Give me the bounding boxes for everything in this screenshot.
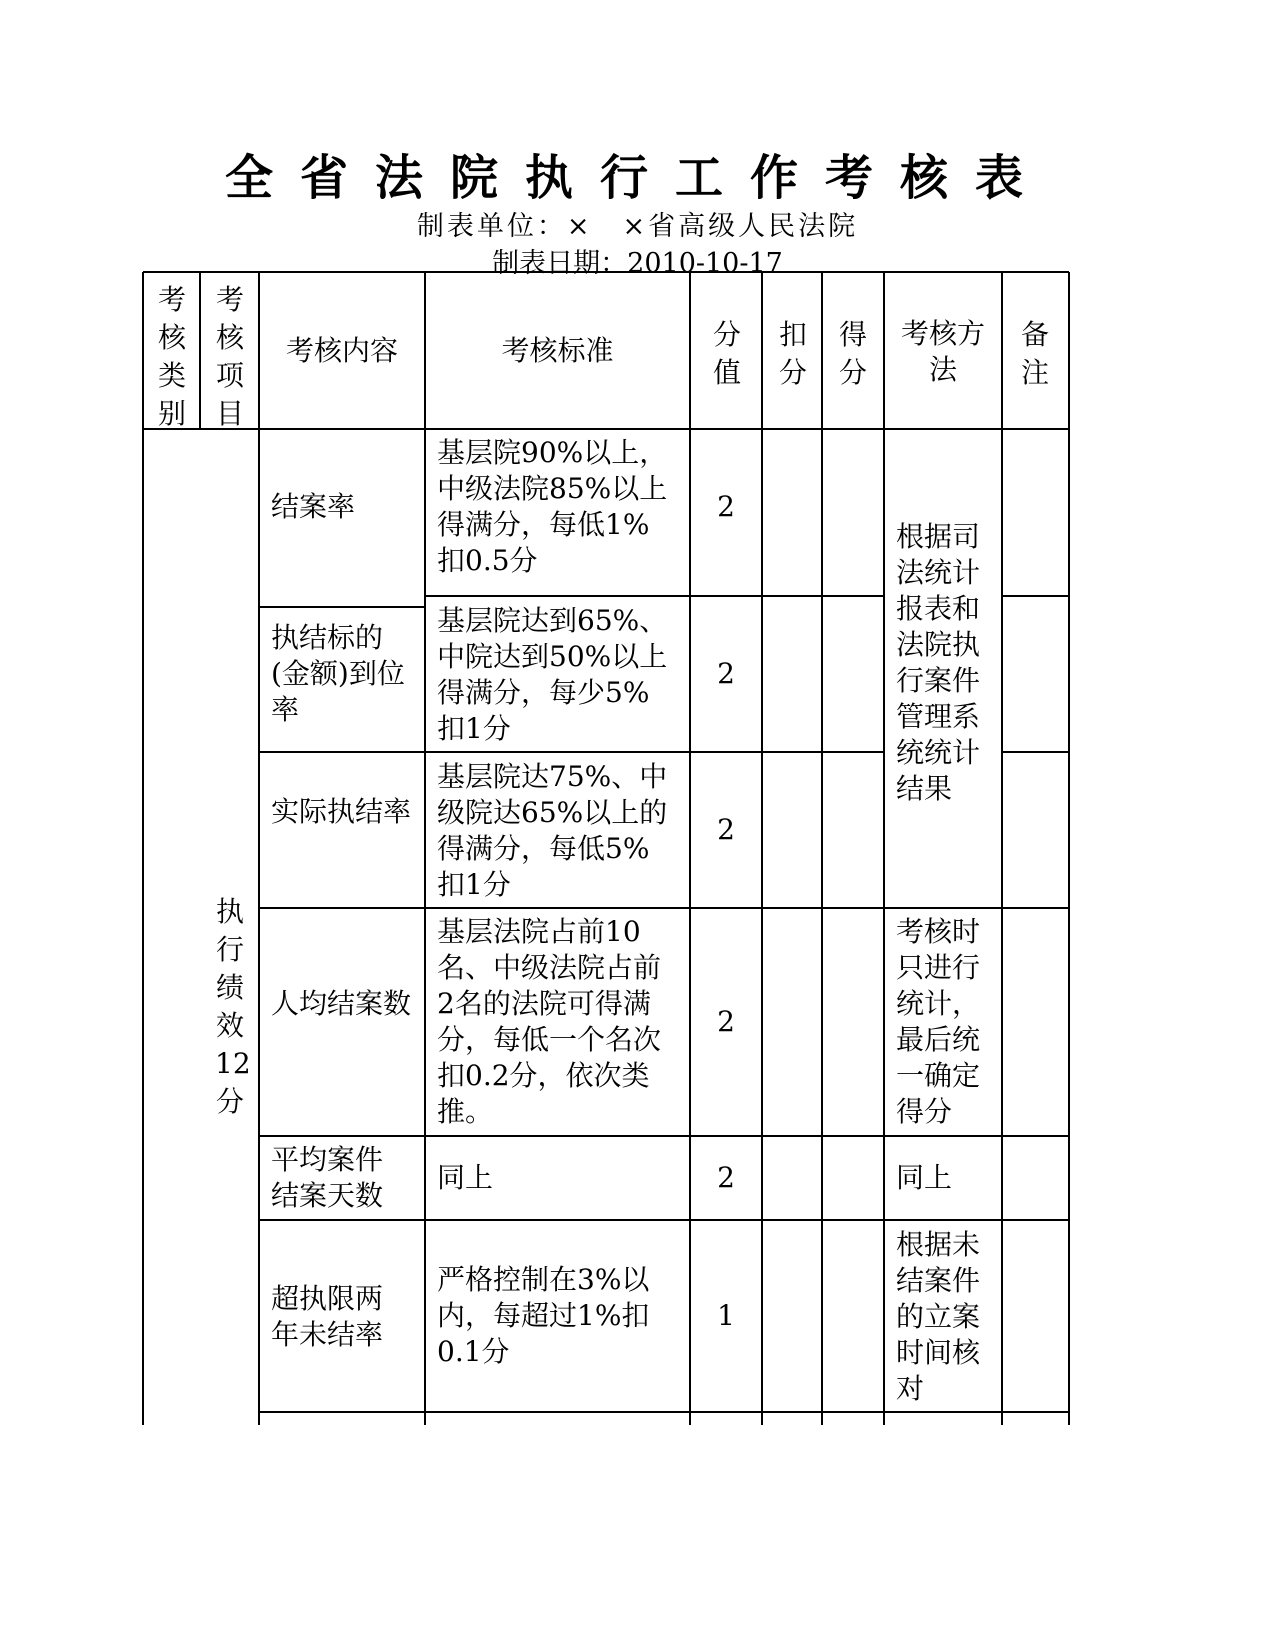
method-cell: 考核时只进行统计，最后统一确定得分 bbox=[896, 915, 981, 1128]
header-item: 考核项目 bbox=[215, 283, 244, 430]
header-content: 考核内容 bbox=[285, 334, 398, 367]
row-standard: 同上 bbox=[437, 1161, 494, 1194]
row-standard: 基层院达75%、中级院达65%以上的得满分，每低5%扣1分 bbox=[437, 760, 668, 901]
row-value: 2 bbox=[717, 1005, 735, 1038]
row-content: 执结标的(金额)到位率 bbox=[271, 621, 405, 726]
header-score-value: 分值 bbox=[712, 318, 741, 389]
method-cell: 根据未结案件的立案时间核对 bbox=[896, 1228, 981, 1405]
row-content: 平均案件结案天数 bbox=[271, 1143, 384, 1212]
date-line: 制表日期：2010-10-17 bbox=[492, 248, 783, 279]
row-standard: 基层法院占前10名、中级法院占前2名的法院可得满分，每低一个名次扣0.2分，依次类推。 bbox=[437, 915, 662, 1128]
header-category: 考核类别 bbox=[157, 283, 186, 430]
row-value: 2 bbox=[717, 490, 735, 523]
row-value: 2 bbox=[717, 657, 735, 690]
header-score-obtained: 得分 bbox=[838, 318, 867, 389]
row-standard: 基层院90%以上，中级法院85%以上得满分，每低1%扣0.5分 bbox=[437, 436, 668, 577]
row-content: 结案率 bbox=[271, 490, 356, 523]
row-value: 2 bbox=[717, 813, 735, 846]
header-deduction: 扣分 bbox=[778, 318, 807, 389]
method-cell: 同上 bbox=[896, 1161, 953, 1194]
row-standard: 基层院达到65%、中院达到50%以上得满分，每少5%扣1分 bbox=[437, 604, 668, 745]
row-value: 2 bbox=[717, 1161, 735, 1194]
header-standard: 考核标准 bbox=[501, 334, 614, 367]
unit-line: 制表单位：× ×省高级人民法院 bbox=[416, 211, 859, 242]
page-title: 全省法院执行工作考核表 bbox=[224, 150, 1050, 206]
row-content: 超执限两年未结率 bbox=[271, 1282, 384, 1351]
row-content: 实际执结率 bbox=[271, 795, 412, 828]
row-content: 人均结案数 bbox=[271, 987, 412, 1020]
method-cell: 根据司法统计报表和法院执行案件管理系统统计结果 bbox=[896, 520, 981, 805]
row-standard: 严格控制在3%以内，每超过1%扣0.1分 bbox=[437, 1263, 650, 1368]
item-label: 执行绩效12分 bbox=[215, 895, 251, 1118]
header-method: 考核方法 bbox=[900, 317, 985, 386]
row-value: 1 bbox=[717, 1299, 735, 1332]
header-remarks: 备注 bbox=[1020, 318, 1049, 389]
